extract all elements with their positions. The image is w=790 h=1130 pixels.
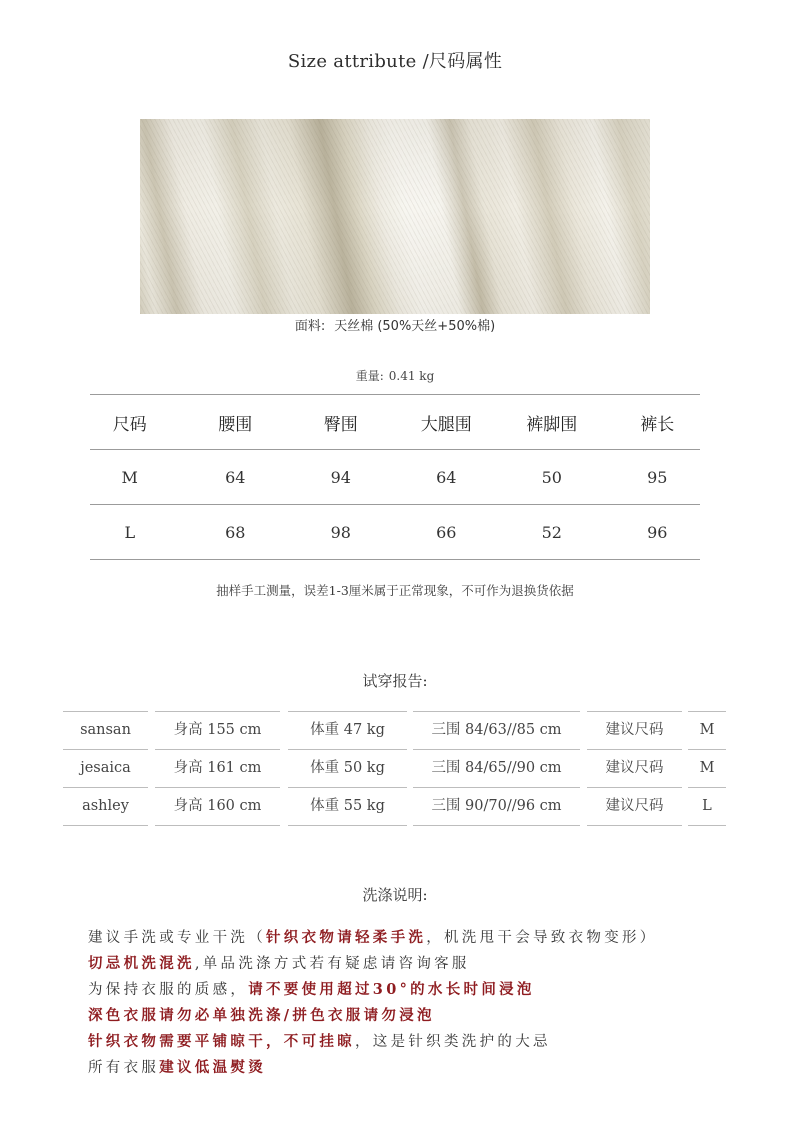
tryon-row: [63, 749, 726, 787]
leg-opening-cell: 52: [541, 522, 562, 542]
tryon-height: 身高 161 cm: [155, 749, 280, 787]
care-warning-text: 针织衣物需要平铺晾干，不可挂晾: [88, 1033, 355, 1050]
tryon-row: [63, 787, 726, 826]
weight-value: 0.41 kg: [388, 369, 435, 383]
care-line: [88, 1055, 768, 1081]
table-row: [90, 450, 700, 505]
tryon-name: sansan: [63, 711, 148, 749]
care-text: 建议手洗或专业干洗（: [88, 930, 266, 946]
length-cell: 96: [647, 522, 668, 542]
care-line: [88, 925, 768, 951]
tryon-weight: 体重 47 kg: [288, 711, 407, 749]
weight-label: 重量:: [355, 369, 384, 383]
size-table: [90, 394, 700, 560]
thigh-cell: 66: [436, 522, 457, 542]
page-title: Size attribute /尺码属性: [287, 51, 503, 72]
care-text: 所有衣服: [88, 1060, 160, 1076]
header-cell-leg-opening: 裤脚围: [526, 414, 578, 435]
table-row-cells: [77, 450, 710, 504]
care-line: [88, 1029, 768, 1055]
waist-cell: 68: [225, 522, 246, 542]
tryon-height: 身高 155 cm: [155, 711, 280, 749]
care-warning-text: 请不要使用超过30°的水长时间浸泡: [248, 981, 535, 998]
care-text: ，这是针织类洗护的大忌: [355, 1034, 551, 1050]
header-cell-size: 尺码: [112, 414, 147, 435]
weight-info: [0, 368, 790, 384]
care-warning-text: 建议低温熨烫: [159, 1059, 267, 1076]
thigh-cell: 64: [436, 467, 457, 487]
header-cell-length: 裤长: [640, 414, 675, 435]
hip-cell: 94: [330, 467, 351, 487]
header-cell-waist: 腰围: [218, 414, 253, 435]
tryon-measurements: 三围 84/65//90 cm: [413, 749, 580, 787]
tryon-measurements: 三围 84/63//85 cm: [413, 711, 580, 749]
tryon-measurements: 三围 90/70//96 cm: [413, 787, 580, 826]
care-line: [88, 977, 768, 1003]
tryon-table: [63, 711, 726, 826]
fabric-label: 面料:: [294, 319, 326, 334]
fabric-value: 天丝棉 (50%天丝+50%棉): [334, 319, 496, 334]
table-row: [90, 505, 700, 560]
tryon-size: L: [688, 787, 726, 826]
size-cell: M: [121, 467, 138, 487]
fabric-photo: [140, 119, 650, 314]
measurement-note: 抽样手工测量，误差1-3厘米属于正常现象，不可作为退换货依据: [216, 583, 574, 598]
hip-cell: 98: [330, 522, 351, 542]
leg-opening-cell: 50: [541, 467, 562, 487]
tryon-size-label: 建议尺码: [587, 787, 682, 826]
care-text: ，机洗甩干会导致衣物变形）: [426, 930, 658, 946]
tryon-title: 试穿报告:: [362, 672, 428, 690]
care-text: 为保持衣服的质感，: [88, 982, 249, 998]
tryon-size: M: [688, 749, 726, 787]
care-title: 洗涤说明:: [362, 886, 428, 904]
tryon-size: M: [688, 711, 726, 749]
tryon-weight: 体重 50 kg: [288, 749, 407, 787]
waist-cell: 64: [225, 467, 246, 487]
care-line: [88, 951, 768, 977]
tryon-height: 身高 160 cm: [155, 787, 280, 826]
care-line: [88, 1003, 768, 1029]
tryon-row: [63, 711, 726, 749]
care-warning-text: 深色衣服请勿必单独洗涤/拼色衣服请勿浸泡: [88, 1007, 435, 1024]
table-row-cells: [77, 505, 710, 559]
care-instructions: [88, 925, 768, 1081]
care-warning-text: 针织衣物请轻柔手洗: [266, 929, 427, 946]
header-cell-thigh: 大腿围: [420, 414, 472, 435]
tryon-size-label: 建议尺码: [587, 749, 682, 787]
size-table-header: [90, 395, 700, 450]
fabric-caption: [0, 318, 790, 336]
tryon-weight: 体重 55 kg: [288, 787, 407, 826]
care-text: ,单品洗涤方式若有疑虑请咨询客服: [194, 956, 470, 972]
size-table-header-cells: [77, 395, 710, 449]
length-cell: 95: [647, 467, 668, 487]
tryon-name: jesaica: [63, 749, 148, 787]
tryon-name: ashley: [63, 787, 148, 826]
tryon-size-label: 建议尺码: [587, 711, 682, 749]
header-cell-hip: 臀围: [323, 414, 358, 435]
size-cell: L: [124, 522, 136, 542]
care-warning-text: 切忌机洗混洗: [88, 955, 195, 972]
